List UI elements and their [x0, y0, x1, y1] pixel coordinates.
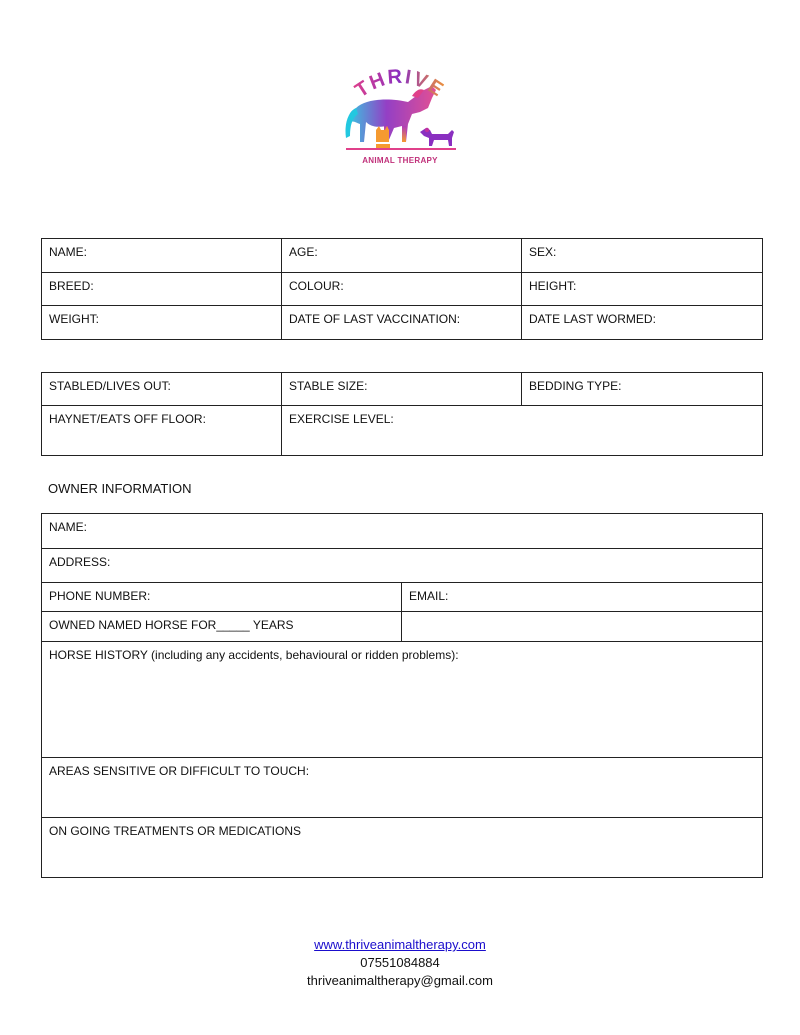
exercise-level-field[interactable]: EXERCISE LEVEL: [282, 406, 763, 456]
horse-name-field[interactable]: NAME: [42, 239, 282, 273]
logo-title-text: THRIVE [351, 68, 449, 102]
horse-breed-field[interactable]: BREED: [42, 273, 282, 306]
owner-information-table [41, 513, 763, 878]
horse-sex-field[interactable]: SEX: [522, 239, 763, 273]
horse-details-table [41, 238, 763, 340]
stable-size-field[interactable]: STABLE SIZE: [282, 373, 522, 406]
horse-colour-field[interactable]: COLOUR: [282, 273, 522, 306]
owner-information-heading: OWNER INFORMATION [48, 481, 192, 496]
website-link[interactable]: www.thriveanimaltherapy.com [314, 937, 486, 952]
haynet-field[interactable]: HAYNET/EATS OFF FLOOR: [42, 406, 282, 456]
owner-email-field[interactable]: EMAIL: [402, 583, 763, 612]
stabled-lives-out-field[interactable]: STABLED/LIVES OUT: [42, 373, 282, 406]
svg-text:THRIVE [351, 68, 448, 102]
logo-wordmark [336, 68, 464, 108]
last-wormed-field[interactable]: DATE LAST WORMED: [522, 306, 763, 340]
owner-address-field[interactable]: ADDRESS: [42, 549, 763, 583]
footer-phone: 07551084884 [360, 955, 440, 970]
owner-phone-field[interactable]: PHONE NUMBER: [42, 583, 402, 612]
footer [0, 936, 800, 990]
owned-years-blank[interactable] [402, 612, 763, 642]
horse-weight-field[interactable]: WEIGHT: [42, 306, 282, 340]
footer-email: thriveanimaltherapy@gmail.com [307, 973, 493, 988]
thrive-logo [336, 68, 464, 170]
sensitive-areas-field[interactable]: AREAS SENSITIVE OR DIFFICULT TO TOUCH: [42, 758, 763, 818]
last-vaccination-field[interactable]: DATE OF LAST VACCINATION: [282, 306, 522, 340]
logo-subtitle: ANIMAL THERAPY [362, 156, 438, 165]
owned-years-field[interactable]: OWNED NAMED HORSE FOR_____ YEARS [42, 612, 402, 642]
stable-details-table [41, 372, 763, 456]
horse-history-field[interactable]: HORSE HISTORY (including any accidents, behavioural or ridden problems): [42, 642, 763, 758]
owner-name-field[interactable]: NAME: [42, 514, 763, 549]
bedding-type-field[interactable]: BEDDING TYPE: [522, 373, 763, 406]
treatments-field[interactable]: ON GOING TREATMENTS OR MEDICATIONS [42, 818, 763, 878]
horse-age-field[interactable]: AGE: [282, 239, 522, 273]
horse-height-field[interactable]: HEIGHT: [522, 273, 763, 306]
